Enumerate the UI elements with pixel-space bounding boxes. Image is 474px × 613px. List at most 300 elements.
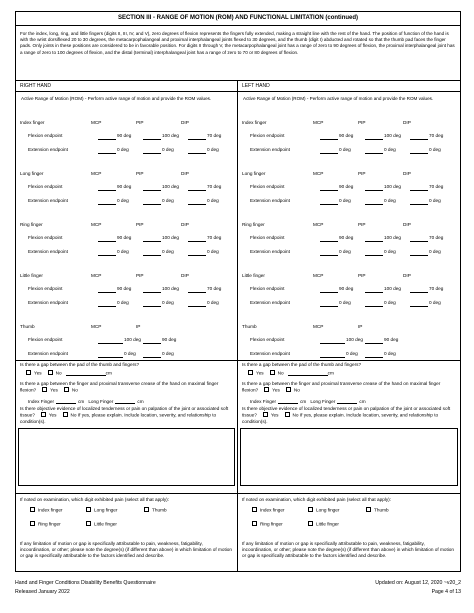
left-long-flexion-mcp-input[interactable] [320,185,338,191]
right-little-extension-dip-input[interactable] [188,301,206,307]
left-hand-column [238,81,460,572]
right-long-flexion-dip-input[interactable] [188,185,206,191]
left-long-dip-header: DIP [403,171,411,176]
right-thumb-ip-header: IP [136,324,141,329]
right-palm-gap-question [16,377,237,402]
right-pain-row-2 [20,517,233,531]
right-ring-flexion-pip-input[interactable] [143,236,161,242]
right-thumb-flexion-ip-normal: 90 deg [162,337,177,342]
right-rom-intro: Active Range of Motion (ROM) - Perform active range of motion and provide the ROM values. [21,96,212,101]
right-long-flexion-label: Flexion endpoint [28,184,63,189]
right-index-extension-pip-input[interactable] [143,148,161,154]
right-tenderness-no-label: No [70,412,77,418]
left-index-flexion-label: Flexion endpoint [250,133,285,138]
right-index-flexion-dip-input[interactable] [188,134,206,140]
left-pain-index-option[interactable] [246,507,285,514]
left-little-label: Little finger [242,273,265,278]
left-pain-thumb-checkbox[interactable] [366,507,371,512]
right-ring-rom [16,222,237,273]
right-ring-label: Ring finger [20,222,43,227]
right-index-extension-mcp-normal: 0 deg [117,147,129,152]
right-little-flexion-pip-input[interactable] [143,287,161,293]
right-index-gap-input[interactable] [56,399,76,404]
left-thumb-gap-question [238,360,460,377]
left-ring-dip-header: DIP [403,222,411,227]
right-long-flexion-mcp-normal: 90 deg [117,184,132,189]
left-long-extension-mcp-normal: 0 deg [339,198,351,203]
left-index-extension-pip-normal: 0 deg [384,147,396,152]
left-tenderness-explain: If yes, please explain. Include location, severity, and relationship to condition(s). [242,412,439,424]
left-palm-gap-text-wrap [242,381,456,394]
left-pain-little-option[interactable] [302,521,339,528]
right-thumb-gap-cm-input[interactable] [66,371,106,376]
left-thumb-gap-answers [242,370,456,377]
right-ring-flexion-mcp-normal: 90 deg [117,235,132,240]
right-little-pip-header: PIP [136,273,144,278]
right-little-extension-pip-normal: 0 deg [162,300,174,305]
right-index-pip-header: PIP [136,120,144,125]
right-index-flexion-pip-input[interactable] [143,134,161,140]
left-little-extension-label: Extension endpoint [250,300,290,305]
right-thumb-gap-no-checkbox[interactable] [48,370,53,375]
right-thumb-gap-cm-unit: cm [105,370,112,376]
left-little-mcp-header: MCP [313,273,324,278]
left-long-label: Long finger [242,171,266,176]
left-ring-extension-dip-input[interactable] [410,250,428,256]
right-little-rom [16,273,237,324]
left-ring-extension-label: Extension endpoint [250,249,290,254]
left-pain-thumb-label: Thumb [374,507,389,513]
left-little-flexion-pip-input[interactable] [365,287,383,293]
left-tenderness-explain-box[interactable] [240,428,458,486]
right-little-flexion-label: Flexion endpoint [28,286,63,291]
right-pain-little-option[interactable] [80,521,117,528]
right-little-extension-mcp-input[interactable] [98,301,116,307]
left-long-pip-header: PIP [358,171,366,176]
right-long-extension-label: Extension endpoint [28,198,68,203]
left-index-label: Index finger [242,120,267,125]
left-pain-long-label: Long finger [316,507,340,513]
right-ring-flexion-mcp-input[interactable] [98,236,116,242]
right-pain-index-option[interactable] [24,507,63,514]
right-pain-row-1 [20,503,233,517]
right-little-dip-header: DIP [181,273,189,278]
right-long-extension-pip-input[interactable] [143,199,161,205]
right-long-flexion-pip-normal: 100 deg [162,184,179,189]
right-long-extension-mcp-input[interactable] [98,199,116,205]
left-pain-index-label: Index finger [260,507,285,513]
right-pain-ring-checkbox[interactable] [30,521,35,526]
left-little-flexion-pip-normal: 100 deg [384,286,401,291]
right-thumb-extension-ip-input[interactable] [143,352,161,358]
right-long-extension-dip-normal: 0 deg [207,198,219,203]
right-index-gap-label: Index Finger [28,398,55,404]
right-thumb-gap-yes-checkbox[interactable] [26,370,31,375]
right-index-flexion-dip-normal: 70 deg [207,133,222,138]
right-index-dip-header: DIP [181,120,189,125]
left-pain-little-label: Little finger [316,521,339,527]
right-long-pip-header: PIP [136,171,144,176]
left-thumb-label: Thumb [242,324,257,329]
left-long-gap-unit: cm [359,398,366,404]
left-palm-gap-yes-label: Yes [272,387,280,393]
left-long-extension-dip-input[interactable] [410,199,428,205]
left-long-flexion-label: Flexion endpoint [250,184,285,189]
right-long-extension-mcp-normal: 0 deg [117,198,129,203]
right-long-flexion-dip-normal: 70 deg [207,184,222,189]
left-long-gap-input[interactable] [337,399,357,404]
left-long-flexion-dip-normal: 70 deg [429,184,444,189]
release-date: Released January 2022 [15,589,70,595]
left-palm-gap-no-label: No [293,387,300,393]
left-tenderness-text: Is there objective evidence of localized tenderness or pain on palpation of the joint or associated soft tissue? [242,406,451,418]
left-thumb-ip-header: IP [358,324,363,329]
left-pain-ring-label: Ring finger [260,521,283,527]
left-thumb-gap-text: Is there a gap between the pad of the thumb and fingers? [242,362,362,367]
left-palm-gap-question [238,377,460,402]
right-palm-gap-no-checkbox[interactable] [64,387,69,392]
right-palm-gap-yes-checkbox[interactable] [42,387,47,392]
right-digits [16,120,237,360]
right-hand-column [16,81,238,572]
left-pain-ring-checkbox[interactable] [252,521,257,526]
left-index-flexion-mcp-input[interactable] [320,134,338,140]
left-pain-little-checkbox[interactable] [308,521,313,526]
left-little-dip-header: DIP [403,273,411,278]
left-thumb-flexion-mcp-normal: 100 deg [346,337,363,342]
hands-columns [16,81,460,572]
right-thumb-gap-answers [20,370,233,377]
left-index-extension-dip-input[interactable] [410,148,428,154]
right-pain-long-option[interactable] [80,507,117,514]
left-tenderness-text-wrap [242,406,456,425]
right-thumb-flexion-label: Flexion endpoint [28,337,63,342]
right-thumb-gap-text: Is there a gap between the pad of the thumb and fingers? [20,362,140,367]
left-pain-ring-option[interactable] [246,521,283,528]
right-index-flexion-mcp-input[interactable] [98,134,116,140]
right-tenderness-text-wrap [20,406,233,425]
right-ring-dip-header: DIP [181,222,189,227]
right-ring-flexion-pip-normal: 100 deg [162,235,179,240]
left-palm-gap-no-checkbox[interactable] [286,387,291,392]
left-index-gap-label: Index Finger [250,398,277,404]
right-thumb-rom [16,324,237,360]
right-thumb-mcp-header: MCP [91,324,102,329]
right-long-mcp-header: MCP [91,171,102,176]
rom-form-section [15,11,461,572]
right-long-flexion-mcp-input[interactable] [98,185,116,191]
right-little-extension-dip-normal: 0 deg [207,300,219,305]
left-ring-flexion-pip-input[interactable] [365,236,383,242]
left-long-extension-mcp-input[interactable] [320,199,338,205]
right-ring-mcp-header: MCP [91,222,102,227]
right-long-flexion-pip-input[interactable] [143,185,161,191]
left-tenderness-yes-checkbox[interactable] [263,412,268,417]
left-ring-rom [238,222,460,273]
left-hand-heading: LEFT HAND [238,81,460,92]
left-ring-extension-mcp-input[interactable] [320,250,338,256]
left-thumb-extension-ip-normal: 0 deg [384,351,396,356]
left-long-extension-label: Extension endpoint [250,198,290,203]
right-index-flexion-mcp-normal: 90 deg [117,133,132,138]
left-thumb-gap-cm-input[interactable] [288,371,328,376]
right-ring-pip-header: PIP [136,222,144,227]
left-thumb-mcp-header: MCP [313,324,324,329]
left-index-gap-input[interactable] [278,399,298,404]
left-little-extension-pip-input[interactable] [365,301,383,307]
right-ring-extension-label: Extension endpoint [28,249,68,254]
right-thumb-extension-mcp-input[interactable] [98,352,123,358]
right-pain-question [16,493,237,577]
right-pain-long-checkbox[interactable] [86,507,91,512]
left-little-flexion-dip-normal: 70 deg [429,286,444,291]
right-tenderness-yes-label: Yes [48,412,57,418]
left-pain-long-checkbox[interactable] [308,507,313,512]
left-index-extension-mcp-input[interactable] [320,148,338,154]
right-ring-flexion-dip-input[interactable] [188,236,206,242]
right-index-extension-pip-normal: 0 deg [162,147,174,152]
left-thumb-extension-mcp-input[interactable] [320,352,345,358]
left-little-extension-pip-normal: 0 deg [384,300,396,305]
left-thumb-flexion-ip-input[interactable] [365,338,383,344]
left-thumb-gap-yes-label: Yes [256,370,264,376]
left-pain-thumb-option[interactable] [360,507,389,514]
right-little-flexion-dip-normal: 70 deg [207,286,222,291]
right-hand-heading: RIGHT HAND [16,81,237,92]
left-index-dip-header: DIP [403,120,411,125]
right-pain-index-checkbox[interactable] [30,507,35,512]
right-ring-extension-dip-normal: 0 deg [207,249,219,254]
left-long-gap-label: Long Finger [310,398,336,404]
right-long-gap-input[interactable] [115,399,135,404]
right-thumb-flexion-ip-input[interactable] [143,338,161,344]
right-ring-extension-dip-input[interactable] [188,250,206,256]
right-ring-extension-pip-normal: 0 deg [162,249,174,254]
right-questions [16,360,237,577]
left-palm-gap-yes-checkbox[interactable] [264,387,269,392]
left-pain-question [238,493,460,577]
right-pain-long-label: Long finger [94,507,118,513]
right-thumb-extension-ip-normal: 0 deg [162,351,174,356]
left-pain-index-checkbox[interactable] [252,507,257,512]
right-thumb-flexion-mcp-normal: 100 deg [124,337,141,342]
right-thumb-flexion-mcp-input[interactable] [98,338,123,344]
right-tenderness-explain-box[interactable] [18,428,235,486]
right-long-dip-header: DIP [181,171,189,176]
left-little-pip-header: PIP [358,273,366,278]
left-thumb-flexion-label: Flexion endpoint [250,337,285,342]
right-ring-extension-mcp-input[interactable] [98,250,116,256]
right-thumb-extension-label: Extension endpoint [28,351,68,356]
left-pain-row-2 [242,517,456,531]
right-long-extension-pip-normal: 0 deg [162,198,174,203]
left-thumb-gap-no-label: No [277,370,284,376]
footer-line-2 [15,589,461,596]
right-tenderness-explain: If yes, please explain. Include location, severity, and relationship to condition(s). [20,412,217,424]
right-pain-ring-option[interactable] [24,521,61,528]
left-index-flexion-mcp-normal: 90 deg [339,133,354,138]
right-tenderness-no-checkbox[interactable] [63,412,68,417]
right-tenderness-yes-checkbox[interactable] [41,412,46,417]
left-ring-flexion-mcp-normal: 90 deg [339,235,354,240]
right-ring-extension-pip-input[interactable] [143,250,161,256]
right-ring-extension-mcp-normal: 0 deg [117,249,129,254]
left-tenderness-no-checkbox[interactable] [285,412,290,417]
left-tenderness-no-label: No [292,412,299,418]
left-ring-extension-mcp-normal: 0 deg [339,249,351,254]
left-thumb-flexion-ip-normal: 90 deg [384,337,399,342]
right-little-flexion-mcp-input[interactable] [98,287,116,293]
right-thumb-gap-no-label: No [55,370,62,376]
left-pain-long-option[interactable] [302,507,339,514]
left-index-pip-header: PIP [358,120,366,125]
left-long-flexion-pip-normal: 100 deg [384,184,401,189]
left-digits [238,120,460,360]
right-little-extension-pip-input[interactable] [143,301,161,307]
left-ring-flexion-dip-normal: 70 deg [429,235,444,240]
left-long-flexion-mcp-normal: 90 deg [339,184,354,189]
right-index-gap-unit: cm [78,398,85,404]
left-long-extension-pip-normal: 0 deg [384,198,396,203]
left-little-flexion-mcp-normal: 90 deg [339,286,354,291]
right-index-mcp-header: MCP [91,120,102,125]
left-long-extension-pip-input[interactable] [365,199,383,205]
right-long-gap-label: Long Finger [88,398,114,404]
left-little-rom [238,273,460,324]
right-pain-thumb-checkbox[interactable] [144,507,149,512]
right-little-extension-label: Extension endpoint [28,300,68,305]
right-palm-gap-text: Is there a gap between the finger and proximal transverse crease of the hand on maximal finger flexion? [20,381,219,393]
left-ring-extension-pip-input[interactable] [365,250,383,256]
right-index-extension-dip-normal: 0 deg [207,147,219,152]
left-index-gap-unit: cm [300,398,307,404]
right-pain-little-label: Little finger [94,521,117,527]
left-pain-row-1 [242,503,456,517]
right-long-label: Long finger [20,171,44,176]
form-name: Hand and Finger Conditions Disability Benefits Questionnaire [15,580,156,586]
right-thumb-gap-yes-label: Yes [34,370,42,376]
right-palm-gap-yes-label: Yes [50,387,58,393]
right-long-rom [16,171,237,222]
left-little-flexion-mcp-input[interactable] [320,287,338,293]
left-ring-extension-pip-normal: 0 deg [384,249,396,254]
left-questions [238,360,460,577]
left-thumb-gap-no-checkbox[interactable] [270,370,275,375]
right-pain-ring-label: Ring finger [38,521,61,527]
left-tenderness-question [238,402,460,493]
left-functional-loss-text: If any limitation of motion or gap is specifically attributable to pain, weakness, fatigability, incoordination, or other; please note the degree(s) (if different than above) in which limitation of motion or gap is specifically attributable to the factors identified and describe. [242,541,455,558]
footer-line-1 [15,580,461,587]
left-index-extension-dip-normal: 0 deg [429,147,441,152]
left-index-extension-pip-input[interactable] [365,148,383,154]
left-long-flexion-dip-input[interactable] [410,185,428,191]
right-little-mcp-header: MCP [91,273,102,278]
section-title: SECTION III - RANGE OF MOTION (ROM) AND FUNCTIONAL LIMITATION (continued) [16,12,460,26]
left-little-extension-mcp-normal: 0 deg [339,300,351,305]
left-thumb-extension-label: Extension endpoint [250,351,290,356]
left-ring-mcp-header: MCP [313,222,324,227]
right-functional-loss-text: If any limitation of motion or gap is specifically attributable to pain, weakness, fatigability, incoordination, or other; please note the degree(s) (if different than above) in which limitation of motion or gap is specifically attributable to the factors identified and describe. [20,541,233,558]
right-index-label: Index finger [20,120,45,125]
right-thumb-gap-question [16,360,237,377]
section-intro: For the index, long, ring, and little fingers (digits II, III, IV, and V), zero degrees of flexion represents the fingers fully extended, making a straight line with the rest of the hand. The position of function of the hand is with the wrist dorsiflexed 20 to 30 degrees, the metacarpophalangeal and proximal interphalangeal joints flexed to 30 degrees, and the thumb (digit I) abducted and rotated so that the thumb pad faces the finger pads. Only joints in these positions are considered to be in favorable position. For digits II through V, the metacarpophalangeal joint has a range of zero to 90 degrees of flexion, the proximal interphalangeal joint has a range of zero to 100 degrees of flexion, and the distal (terminal) interphalangeal joint has a range of zero to 70 or 80 degrees of flexion. [16,26,460,81]
left-little-flexion-label: Flexion endpoint [250,286,285,291]
left-ring-extension-dip-normal: 0 deg [429,249,441,254]
left-index-flexion-dip-normal: 70 deg [429,133,444,138]
left-pain-question-text: If noted on examination, which digit exhibited pain (select all that apply): [242,497,392,502]
page-number: Page 4 of 13 [431,589,461,595]
right-thumb-label: Thumb [20,324,35,329]
left-little-extension-mcp-input[interactable] [320,301,338,307]
left-little-extension-dip-normal: 0 deg [429,300,441,305]
left-index-flexion-dip-input[interactable] [410,134,428,140]
right-index-rom [16,120,237,171]
right-long-gap-unit: cm [137,398,144,404]
left-long-mcp-header: MCP [313,171,324,176]
right-little-flexion-mcp-normal: 90 deg [117,286,132,291]
left-thumb-extension-mcp-normal: 0 deg [346,351,358,356]
left-little-flexion-dip-input[interactable] [410,287,428,293]
right-index-extension-mcp-input[interactable] [98,148,116,154]
right-long-extension-dip-input[interactable] [188,199,206,205]
updated-date: Updated on: August 12, 2020 ~v20_2 [375,580,461,586]
right-little-label: Little finger [20,273,43,278]
left-thumb-rom [238,324,460,360]
left-ring-flexion-dip-input[interactable] [410,236,428,242]
left-little-extension-dip-input[interactable] [410,301,428,307]
left-thumb-extension-ip-input[interactable] [365,352,383,358]
left-ring-flexion-mcp-input[interactable] [320,236,338,242]
right-index-flexion-pip-normal: 100 deg [162,133,179,138]
right-pain-thumb-label: Thumb [152,507,167,513]
left-thumb-gap-yes-checkbox[interactable] [248,370,253,375]
left-index-flexion-pip-normal: 100 deg [384,133,401,138]
right-pain-little-checkbox[interactable] [86,521,91,526]
left-thumb-flexion-mcp-input[interactable] [320,338,345,344]
right-index-extension-dip-input[interactable] [188,148,206,154]
left-tenderness-yes-label: Yes [270,412,279,418]
right-little-flexion-dip-input[interactable] [188,287,206,293]
left-long-extension-dip-normal: 0 deg [429,198,441,203]
left-ring-flexion-label: Flexion endpoint [250,235,285,240]
right-pain-index-label: Index finger [38,507,63,513]
right-pain-thumb-option[interactable] [138,507,167,514]
right-pain-question-text: If noted on examination, which digit exhibited pain (select all that apply): [20,497,170,502]
right-thumb-extension-mcp-normal: 0 deg [124,351,136,356]
left-index-extension-mcp-normal: 0 deg [339,147,351,152]
left-palm-gap-text: Is there a gap between the finger and proximal transverse crease of the hand on maximal finger flexion? [242,381,441,393]
right-tenderness-text: Is there objective evidence of localized tenderness or pain on palpation of the joint or associated soft tissue? [20,406,229,418]
right-tenderness-question [16,402,237,493]
right-ring-flexion-dip-normal: 70 deg [207,235,222,240]
left-rom-intro: Active Range of Motion (ROM) - Perform active range of motion and provide the ROM values. [243,96,434,101]
right-index-extension-label: Extension endpoint [28,147,68,152]
left-thumb-gap-cm-unit: cm [327,370,334,376]
left-index-extension-label: Extension endpoint [250,147,290,152]
left-long-rom [238,171,460,222]
right-index-flexion-label: Flexion endpoint [28,133,63,138]
left-ring-pip-header: PIP [358,222,366,227]
left-index-mcp-header: MCP [313,120,324,125]
left-index-flexion-pip-input[interactable] [365,134,383,140]
right-little-flexion-pip-normal: 100 deg [162,286,179,291]
left-ring-label: Ring finger [242,222,265,227]
right-ring-flexion-label: Flexion endpoint [28,235,63,240]
right-palm-gap-text-wrap [20,381,233,394]
left-long-flexion-pip-input[interactable] [365,185,383,191]
right-palm-gap-no-label: No [71,387,78,393]
right-little-extension-mcp-normal: 0 deg [117,300,129,305]
